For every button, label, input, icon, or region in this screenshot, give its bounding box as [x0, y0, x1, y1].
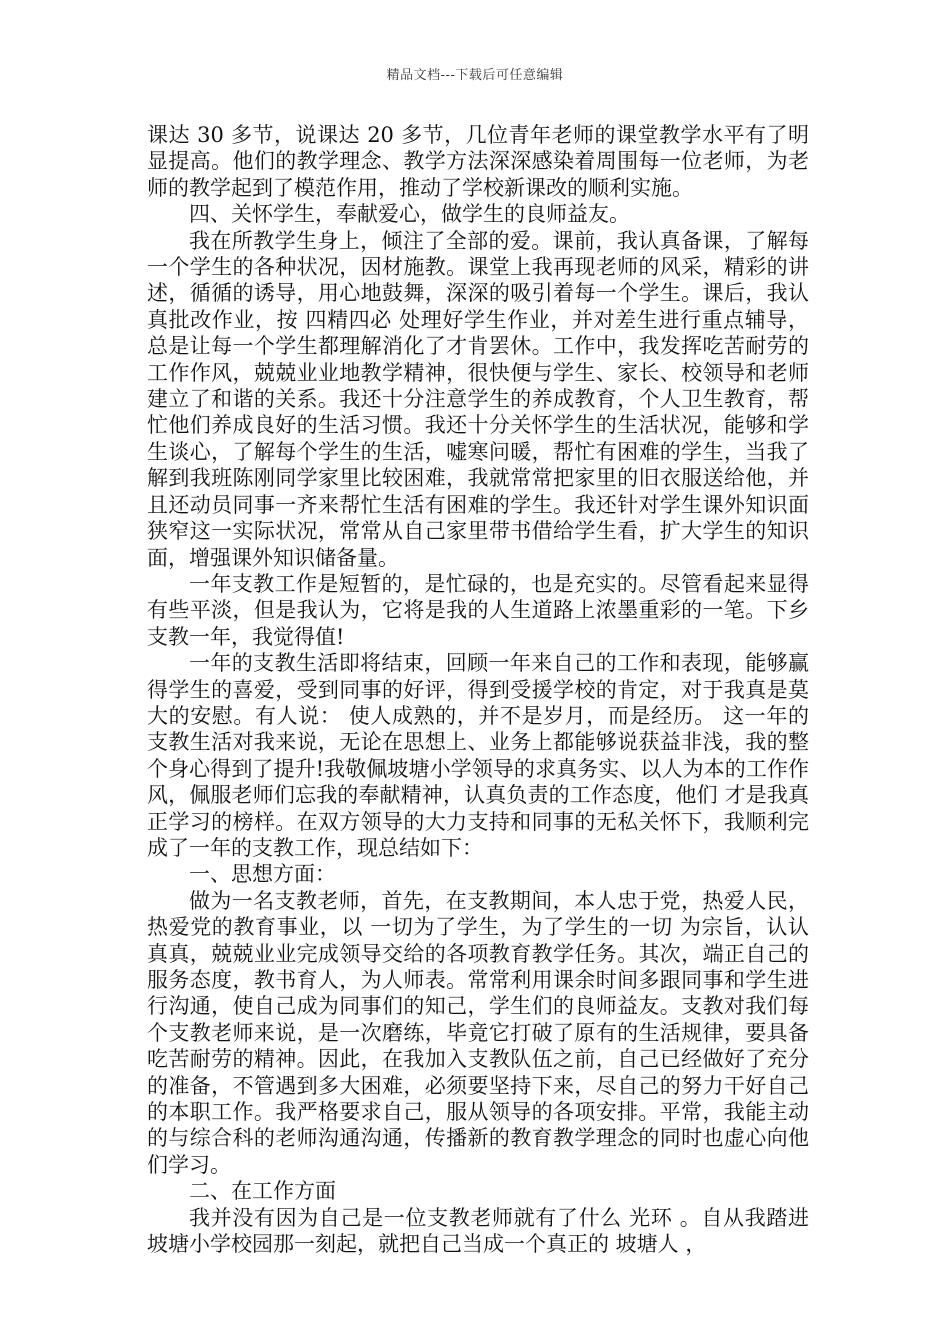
page-header: 精品文档---下载后可任意编辑	[386, 68, 564, 83]
section-heading: 二、在工作方面	[189, 1179, 336, 1204]
section-heading: 四、关怀学生，奉献爱心，做学生的良师益友。	[189, 202, 630, 227]
paragraph: 一年的支教生活即将结束，回顾一年来自己的工作和表现，能够赢得学生的喜爱，受到同事的好评，得到受援学校的肯定，对于我真是莫大的安慰。有人说： 使人成熟的，并不是岁月，而是经历。 这一年的支教生活对我来说，无论在思想上、业务上都能够说获益非浅，我的整个身心得到了提升!我敬佩坡塘小学领导的求真务实、以人为本的工作作风，佩服老师们忘我的奉献精神，认真负责的工作态度，他们 才是我真正学习的榜样。在双方领导的大力支持和同事的无私关怀下，我顺利完成了一年的支教工作，现总结如下：	[147, 651, 809, 860]
paragraph: 我在所教学生身上，倾注了全部的爱。课前，我认真备课，了解每一个学生的各种状况，因材施教。课堂上我再现老师的风采，精彩的讲述，循循的诱导，用心地鼓舞，深深的吸引着每一个学生。课后，我认真批改作业，按 四精四必 处理好学生作业，并对差生进行重点辅导，总是让每一个学生都理解消化了才肯罢休。工作中，我发挥吃苦耐劳的工作作风，兢兢业业地教学精神，很快便与学生、家长、校领导和老师建立了和谐的关系。我还十分注意学生的养成教育，个人卫生教育，帮忙他们养成良好的生活习惯。我还十分关怀学生的生活状况，能够和学生谈心，了解每个学生的生活，嘘寒问暖，帮忙有困难的学生，当我了解到我班陈刚同学家里比较困难，我就常常把家里的旧衣服送给他，并且还动员同事一齐来帮忙生活有困难的学生。我还针对学生课外知识面狭窄这一实际状况，常常从自己家里带书借给学生看，扩大学生的知识面，增强课外知识储备量。	[147, 228, 809, 570]
paragraph: 课达 30 多节，说课达 20 多节，几位青年老师的课堂教学水平有了明显提高。他们的教学理念、教学方法深深感染着周围每一位老师，为老师的教学起到了模范作用，推动了学校新课改的顺利实施。	[147, 123, 809, 200]
paragraph: 一年支教工作是短暂的，是忙碌的，也是充实的。尽管看起来显得有些平淡，但是我认为，它将是我的人生道路上浓墨重彩的一笔。下乡支教一年，我觉得值!	[147, 571, 809, 649]
document-body	[147, 122, 809, 1257]
section-heading: 一、思想方面：	[189, 862, 336, 887]
paragraph: 做为一名支教老师，首先，在支教期间，本人忠于党，热爱人民，热爱党的教育事业，以 一切为了学生，为了学生的一切 为宗旨，认认真真，兢兢业业完成领导交给的各项教育教学任务。其次，端正自己的服务态度，教书育人，为人师表。常常利用课余时间多跟同事和学生进行沟通，使自己成为同事们的知己，学生们的良师益友。支教对我们每个支教老师来说，是一次磨练，毕竟它打破了原有的生活规律，要具备吃苦耐劳的精神。因此，在我加入支教队伍之前，自己已经做好了充分的准备，不管遇到多大困难，必须要坚持下来，尽自己的努力干好自己的本职工作。我严格要求自己，服从领导的各项安排。平常，我能主动的与综合科的老师沟通沟通，传播新的教育教学理念的同时也虚心向他们学习。	[147, 888, 809, 1177]
paragraph: 我并没有因为自己是一位支教老师就有了什么 光环 。自从我踏进坡塘小学校园那一刻起，就把自己当成一个真正的 坡塘人 ，	[147, 1205, 809, 1257]
